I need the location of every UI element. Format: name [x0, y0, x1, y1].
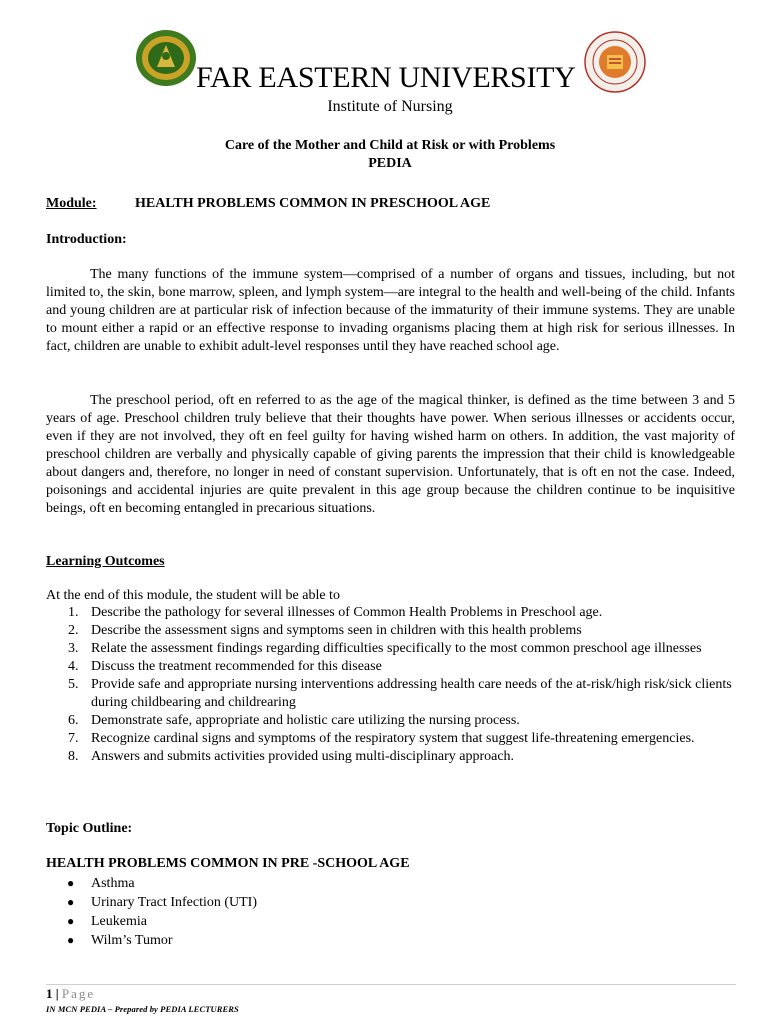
list-item [46, 931, 257, 950]
feu-seal-green-icon [135, 29, 197, 87]
list-number: 1. [68, 605, 79, 620]
list-item [46, 748, 735, 766]
list-item [46, 622, 735, 640]
bullet-icon: ● [67, 895, 75, 909]
list-item [46, 604, 735, 622]
list-item [46, 640, 735, 658]
list-item [46, 730, 735, 748]
list-item [46, 712, 735, 730]
topic-outline-heading: Topic Outline: [46, 821, 133, 836]
list-number: 3. [68, 641, 79, 656]
institute-name: Institute of Nursing [327, 98, 453, 115]
list-item [46, 893, 257, 912]
topic-outline-subheading: HEALTH PROBLEMS COMMON IN PRE -SCHOOL AGE [46, 856, 410, 871]
list-number: 2. [68, 623, 79, 638]
introduction-paragraph: The many functions of the immune system—comprised of a number of organs and tissues, including, but not limited to, the skin, bone marrow, spleen, and lymph system—are integral to the health and well-being of the child. Infants and young children are at particular risk of infection because of the immaturity of their immune systems. They are unable to mount either a rapid or an effective response to invading organisms placing them at high risk for serious illnesses. In fact, children are unable to exhibit adult-level responses until they have reached school age. [46, 267, 735, 354]
list-item-text: Recognize cardinal signs and symptoms of the respiratory system that suggest life-threatening emergencies. [91, 731, 695, 746]
bullet-icon: ● [67, 933, 75, 947]
bullet-icon: ● [67, 876, 75, 890]
feu-seal-orange-icon [584, 31, 646, 93]
list-item [46, 658, 735, 676]
learning-outcomes-heading: Learning Outcomes [46, 554, 165, 569]
list-number: 4. [68, 659, 79, 674]
list-item-text: Urinary Tract Infection (UTI) [91, 895, 258, 910]
list-item-text: Discuss the treatment recommended for this disease [91, 659, 382, 674]
list-number: 7. [68, 731, 79, 746]
list-item-text: Provide safe and appropriate nursing interventions addressing health care needs of the at-risk/high risk/sick clients during childbearing and childrearing [91, 677, 732, 710]
topic-outline-list [46, 874, 257, 950]
footer-divider [46, 984, 736, 985]
introduction-heading: Introduction: [46, 232, 127, 247]
university-name: FAR EASTERN UNIVERSITY [196, 61, 576, 94]
list-item-text: Describe the assessment signs and symptoms seen in children with this health problems [91, 623, 582, 638]
list-number: 6. [68, 713, 79, 728]
list-item-text: Answers and submits activities provided using multi-disciplinary approach. [91, 749, 515, 764]
course-title: Care of the Mother and Child at Risk or with Problems [224, 138, 556, 153]
list-item [46, 676, 735, 712]
footer-note: IN MCN PEDIA – Prepared by PEDIA LECTURERS [46, 1004, 239, 1014]
list-item-text: Wilm’s Tumor [91, 933, 173, 948]
page-number-separator: | [55, 986, 59, 1001]
list-item-text: Asthma [91, 876, 135, 891]
learning-outcomes-intro: At the end of this module, the student will be able to [46, 588, 340, 603]
list-number: 5. [68, 677, 79, 692]
introduction-paragraph: The preschool period, oft en referred to as the age of the magical thinker, is defined as the time between 3 and 5 years of age. Preschool children truly believe that their thoughts have power. When serious illnesses or accidents occur, even if they are not involved, they oft en feel guilty for having wished harm on others. In addition, the vast majority of preschool children are verbally and physically capable of giving parents the impression that their child is knowledgeable about dangers and, therefore, no longer in need of constant supervision. Unfortunately, that is oft en not the case. Indeed, poisonings and accidental injuries are quite prevalent in this age group because the children continue to be inquisitive beings, oft en becoming entangled in precarious situations. [46, 393, 735, 516]
list-item [46, 912, 257, 931]
bullet-icon: ● [67, 914, 75, 928]
page-number [46, 986, 95, 1002]
list-number: 8. [68, 749, 79, 764]
list-item-text: Demonstrate safe, appropriate and holistic care utilizing the nursing process. [91, 713, 520, 728]
page-number-value: 1 [46, 986, 53, 1001]
list-item [46, 874, 257, 893]
list-item-text: Describe the pathology for several illnesses of Common Health Problems in Preschool age. [91, 605, 603, 620]
learning-outcomes-list [46, 604, 735, 766]
page-label: Page [61, 986, 96, 1001]
module-label: Module: [46, 196, 97, 211]
module-line [46, 195, 490, 213]
list-item-text: Relate the assessment findings regarding difficulties specifically to the most common preschool age illnesses [91, 641, 702, 656]
list-item-text: Leukemia [91, 914, 147, 929]
module-title: HEALTH PROBLEMS COMMON IN PRESCHOOL AGE [135, 196, 491, 211]
course-subtitle: PEDIA [368, 156, 412, 171]
